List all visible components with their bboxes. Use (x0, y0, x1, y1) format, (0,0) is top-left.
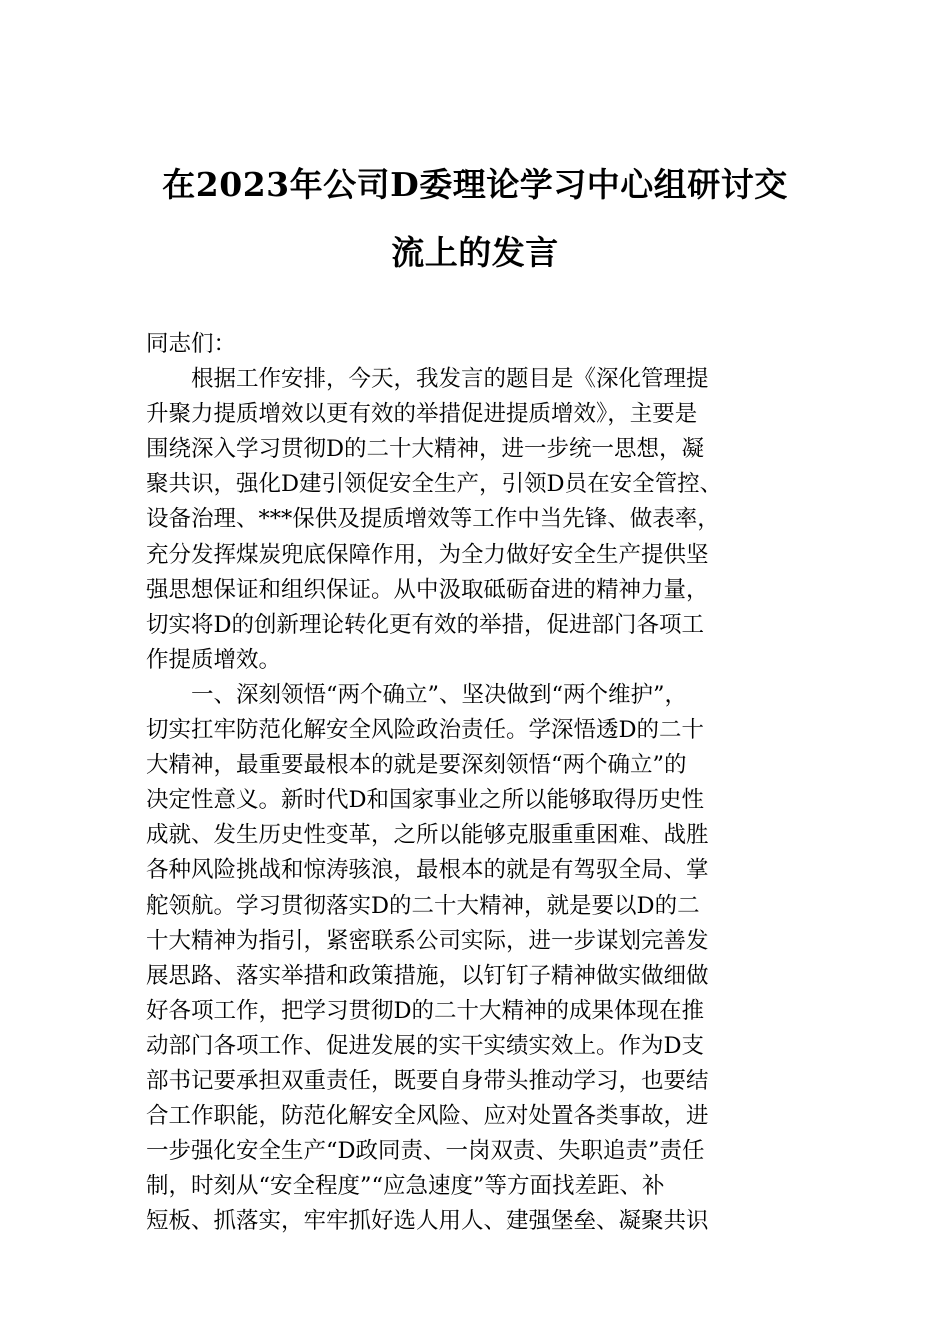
body-line: 围绕深入学习贯彻D的二十大精神，进一步统一思想，凝 (146, 436, 705, 463)
body-line: 决定性意义。新时代D和国家事业之所以能够取得历史性 (146, 787, 705, 814)
body-line: 一步强化安全生产“D政同责、一岗双责、失职追责”责任 (146, 1138, 705, 1165)
body-line: 大精神，最重要最根本的就是要深刻领悟“两个确立”的 (146, 752, 687, 779)
body-line: 舵领航。学习贯彻落实D的二十大精神，就是要以D的二 (146, 892, 700, 919)
body-line: 充分发挥煤炭兜底保障作用，为全力做好安全生产提供坚 (146, 541, 709, 568)
body-line: 好各项工作，把学习贯彻D的二十大精神的成果体现在推 (146, 997, 705, 1024)
salutation: 同志们： (146, 331, 237, 357)
body-line: 制，时刻从“安全程度”“应急速度”等方面找差距、补 (146, 1173, 665, 1200)
body-line: 十大精神为指引，紧密联系公司实际，进一步谋划完善发 (146, 927, 709, 954)
body-line: 强思想保证和组织保证。从中汲取砥砺奋进的精神力量， (146, 576, 709, 603)
body-line: 升聚力提质增效以更有效的举措促进提质增效》，主要是 (146, 401, 698, 428)
body-line: 短板、抓落实，牢牢抓好选人用人、建强堡垒、凝聚共识 (146, 1208, 709, 1235)
body-line: 切实将D的创新理论转化更有效的举措，促进部门各项工 (146, 611, 705, 638)
document-title-line-1: 在2023年公司D委理论学习中心组研讨交 (162, 165, 788, 204)
body-line: 展思路、落实举措和政策措施，以钉钉子精神做实做细做 (146, 962, 709, 989)
body-line: 切实扛牢防范化解安全风险政治责任。学深悟透D的二十 (146, 717, 705, 743)
body-line: 动部门各项工作、促进发展的实干实绩实效上。作为D支 (146, 1032, 705, 1059)
body-line: 一、深刻领悟“两个确立”、坚决做到“两个维护”， (146, 681, 688, 708)
body-line: 各种风险挑战和惊涛骇浪，最根本的就是有驾驭全局、掌 (146, 857, 709, 884)
body-line: 部书记要承担双重责任，既要自身带头推动学习，也要结 (146, 1068, 709, 1094)
body-line: 合工作职能，防范化解安全风险、应对处置各类事故，进 (146, 1103, 709, 1130)
body-line: 作提质增效。 (146, 646, 282, 673)
body-line: 设备治理、***保供及提质增效等工作中当先锋、做表率， (146, 506, 720, 533)
body-line: 聚共识，强化D建引领促安全生产，引领D员在安全管控、 (146, 471, 723, 498)
body-line: 成就、发生历史性变革，之所以能够克服重重困难、战胜 (146, 822, 709, 849)
body-line: 根据工作安排，今天，我发言的题目是《深化管理提 (146, 366, 709, 392)
document-title-line-2: 流上的发言 (391, 233, 559, 272)
